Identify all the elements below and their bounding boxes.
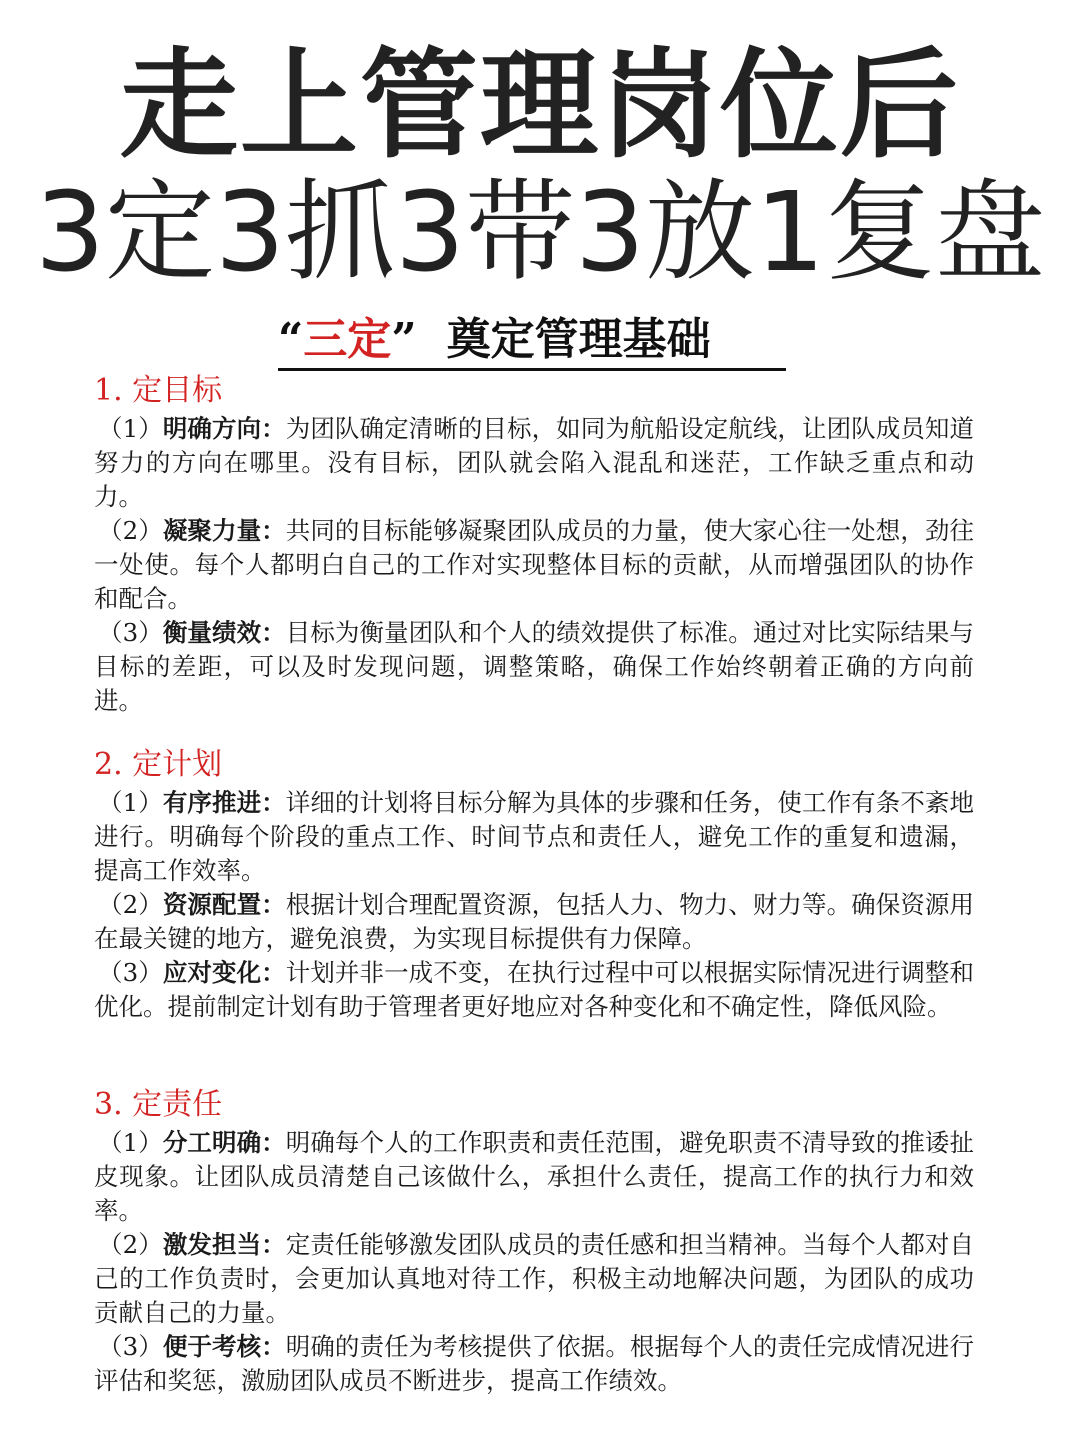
item-number: （3）: [98, 618, 163, 647]
subtitle-highlight: 三定: [303, 314, 392, 365]
item-text: 共同的目标能够凝聚团队成员的力量，使大家心往一处想，劲往一处使。每个人都明白自己的工作对实现整体目标的贡献，从而增强团队的协作和配合。: [94, 516, 975, 613]
section-3: [94, 1086, 974, 1398]
subtitle-underline: [278, 368, 786, 371]
title-line-1: 走上管理岗位后: [119, 36, 960, 174]
section-subtitle: [278, 312, 788, 368]
item-text: 明确的责任为考核提供了依据。根据每个人的责任完成情况进行评估和奖惩，激励团队成员不断进步，提高工作绩效。: [94, 1332, 975, 1395]
item-text: 目标为衡量团队和个人的绩效提供了标准。通过对比实际结果与目标的差距，可以及时发现问题，调整策略，确保工作始终朝着正确的方向前进。: [94, 618, 975, 715]
list-item: [94, 1126, 974, 1228]
section-1: [94, 372, 974, 718]
list-item: [94, 514, 974, 616]
item-number: （1）: [98, 1128, 163, 1157]
list-item: [94, 956, 974, 1024]
list-item: [94, 616, 974, 718]
item-text: 为团队确定清晰的目标，如同为航船设定航线，让团队成员知道努力的方向在哪里。没有目标，团队就会陷入混乱和迷茫，工作缺乏重点和动力。: [94, 414, 975, 511]
subtitle-close-quote: ”: [391, 314, 417, 365]
list-item: [94, 786, 974, 888]
item-number: （2）: [98, 1230, 163, 1259]
item-keyword: 便于考核：: [162, 1332, 286, 1361]
item-text: 定责任能够激发团队成员的责任感和担当精神。当每个人都对自己的工作负责时，会更加认真地对待工作，积极主动地解决问题，为团队的成功贡献自己的力量。: [94, 1230, 975, 1327]
item-keyword: 激发担当：: [162, 1230, 286, 1259]
item-number: （2）: [98, 890, 163, 919]
list-item: [94, 888, 974, 956]
item-text: 明确每个人的工作职责和责任范围，避免职责不清导致的推诿扯皮现象。让团队成员清楚自己该做什么，承担什么责任，提高工作的执行力和效率。: [94, 1128, 975, 1225]
section-heading: 3. 定责任: [94, 1087, 223, 1122]
item-number: （3）: [98, 1332, 163, 1361]
item-number: （3）: [98, 958, 163, 987]
item-keyword: 有序推进：: [162, 788, 286, 817]
item-text: 详细的计划将目标分解为具体的步骤和任务，使工作有条不紊地进行。明确每个阶段的重点工作、时间节点和责任人，避免工作的重复和遗漏，提高工作效率。: [94, 788, 975, 885]
item-keyword: 应对变化：: [162, 958, 286, 987]
item-keyword: 衡量绩效：: [162, 618, 286, 647]
item-number: （2）: [98, 516, 163, 545]
item-text: 根据计划合理配置资源，包括人力、物力、财力等。确保资源用在最关键的地方，避免浪费，为实现目标提供有力保障。: [94, 890, 975, 953]
subtitle-open-quote: “: [278, 314, 304, 365]
item-number: （1）: [98, 414, 163, 443]
subtitle-rest: 奠定管理基础: [446, 314, 711, 365]
item-keyword: 分工明确：: [162, 1128, 286, 1157]
item-keyword: 明确方向：: [162, 414, 286, 443]
item-number: （1）: [98, 788, 163, 817]
list-item: [94, 1228, 974, 1330]
title-line-2: 3定3抓3带3放1复盘: [35, 168, 1045, 296]
item-keyword: 凝聚力量：: [162, 516, 286, 545]
item-keyword: 资源配置：: [162, 890, 286, 919]
list-item: [94, 1330, 974, 1398]
section-heading: 1. 定目标: [94, 373, 223, 408]
item-text: 计划并非一成不变，在执行过程中可以根据实际情况进行调整和优化。提前制定计划有助于管理者更好地应对各种变化和不确定性，降低风险。: [94, 958, 975, 1021]
section-heading: 2. 定计划: [94, 747, 223, 782]
section-2: [94, 746, 974, 1024]
list-item: [94, 412, 974, 514]
